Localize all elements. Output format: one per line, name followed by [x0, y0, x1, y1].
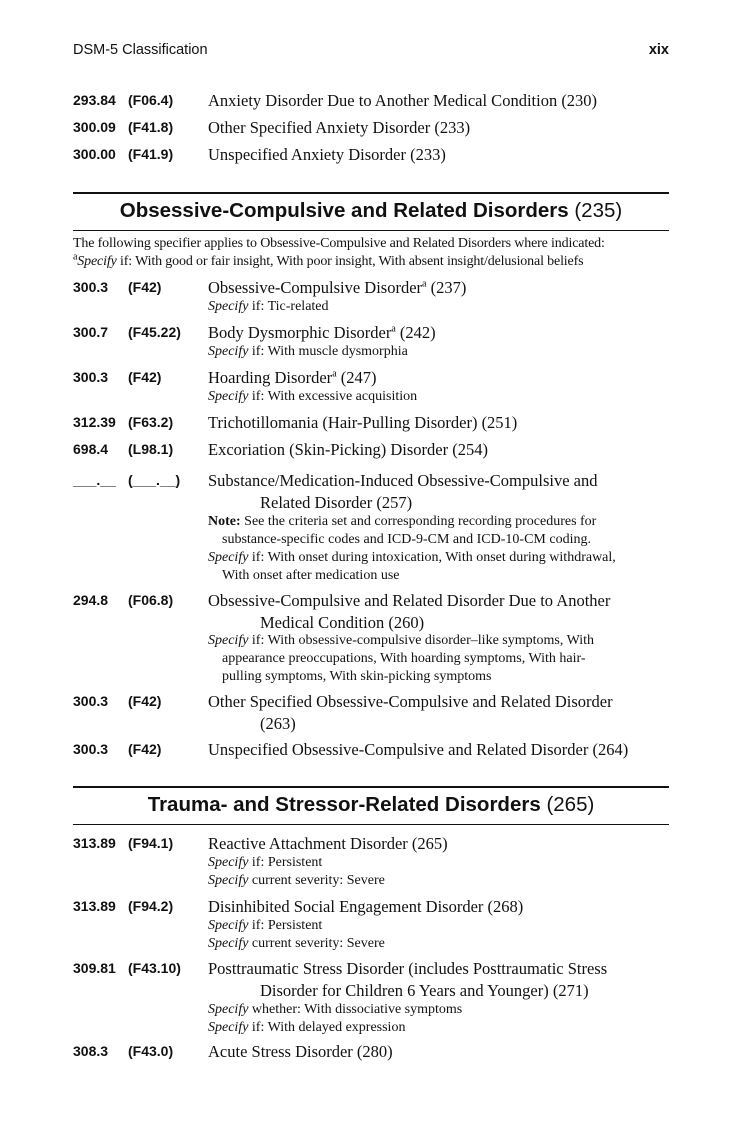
- icd10-code: (F42): [128, 279, 162, 295]
- icd9-code: 698.4: [73, 441, 109, 457]
- specifier-intro: [73, 235, 669, 271]
- icd10-code: (F41.8): [128, 119, 174, 135]
- page-number: xix: [648, 42, 669, 58]
- icd9-code: 312.39: [73, 414, 116, 430]
- icd9-code: 300.3: [73, 741, 109, 757]
- icd9-code: 300.3: [73, 369, 109, 385]
- section-rule-top: [73, 192, 669, 194]
- icd10-code: (F41.9): [128, 146, 174, 162]
- section-rule-top: [73, 786, 669, 788]
- specify-keyword: Specify: [208, 873, 249, 888]
- section-rule-bottom: [73, 230, 669, 231]
- specifier-text: pulling symptoms, With skin-picking symptoms: [222, 669, 492, 684]
- disorder-title: Reactive Attachment Disorder (265): [208, 834, 448, 853]
- icd9-code: 308.3: [73, 1043, 109, 1059]
- section-heading-page: (265): [546, 793, 595, 816]
- disorder-title: Acute Stress Disorder (280): [208, 1042, 393, 1061]
- icd10-code: (F06.4): [128, 92, 174, 108]
- specifier-text: if: With muscle dysmorphia: [248, 344, 408, 359]
- note-text: substance-specific codes and ICD-9-CM and ICD-10-CM coding.: [222, 532, 591, 547]
- icd9-code: 300.09: [73, 119, 116, 135]
- footnote-marker: a: [73, 251, 78, 263]
- specify-keyword: Specify: [208, 299, 249, 314]
- running-header: [73, 42, 669, 62]
- specifier: [208, 343, 669, 361]
- note: [208, 513, 669, 549]
- icd10-code: (F94.1): [128, 835, 174, 851]
- icd9-code: 300.7: [73, 324, 109, 340]
- specifier-text: current severity: Severe: [248, 936, 385, 951]
- disorder-name: Body Dysmorphic Disorder: [208, 323, 392, 342]
- specifier: [208, 632, 669, 686]
- icd9-code: 313.89: [73, 898, 116, 914]
- section-heading-page: (235): [574, 199, 623, 222]
- specifier-text: if: Persistent: [248, 855, 323, 870]
- disorder-title-line: Related Disorder (257): [260, 493, 413, 512]
- icd9-code: 293.84: [73, 92, 116, 108]
- disorder-title: Excoriation (Skin-Picking) Disorder (254): [208, 440, 488, 459]
- specifier-text: appearance preoccupations, With hoarding symptoms, With hair-: [222, 651, 586, 666]
- icd10-code: (F94.2): [128, 898, 174, 914]
- specifier-text: if: Persistent: [248, 918, 323, 933]
- disorder-title-line: Disorder for Children 6 Years and Younger) (271): [260, 981, 589, 1000]
- book-page: [73, 0, 669, 1124]
- icd10-code: (F42): [128, 741, 162, 757]
- specifier-intro-line: The following specifier applies to Obsessive-Compulsive and Related Disorders where indicated:: [73, 236, 605, 251]
- specifier-text: whether: With dissociative symptoms: [248, 1002, 463, 1017]
- section-heading: [73, 793, 669, 817]
- specifier-text: if: With delayed expression: [248, 1020, 406, 1035]
- disorder-title-line: Substance/Medication-Induced Obsessive-Compulsive and: [208, 471, 598, 490]
- specify-keyword: Specify: [208, 633, 249, 648]
- disorder-title: Other Specified Anxiety Disorder (233): [208, 118, 471, 137]
- icd9-code-blank: ___.__: [73, 472, 116, 488]
- specifier-options: if: With good or fair insight, With poor insight, With absent insight/delusional beliefs: [116, 254, 584, 269]
- disorder-title: Trichotillomania (Hair-Pulling Disorder) (251): [208, 413, 518, 432]
- specifier: [208, 1001, 669, 1037]
- specifier: [208, 854, 669, 890]
- specify-keyword: Specify: [208, 936, 249, 951]
- specify-keyword: Specify: [208, 918, 249, 933]
- specify-keyword: Specify: [208, 550, 249, 565]
- specifier-text: With onset after medication use: [222, 568, 400, 583]
- specify-keyword: Specify: [208, 1020, 249, 1035]
- footnote-marker: a: [391, 323, 396, 335]
- specifier: [208, 549, 669, 585]
- icd10-code: (F43.10): [128, 960, 181, 976]
- disorder-title: [208, 367, 669, 389]
- note-keyword: Note:: [208, 514, 241, 529]
- page-ref: (247): [336, 368, 377, 387]
- specifier-text: current severity: Severe: [248, 873, 385, 888]
- specifier-text: if: Tic-related: [248, 299, 329, 314]
- disorder-title-line: Obsessive-Compulsive and Related Disorder Due to Another: [208, 591, 611, 610]
- icd9-code: 300.00: [73, 146, 116, 162]
- icd10-code: (L98.1): [128, 441, 174, 457]
- specifier-text: if: With excessive acquisition: [248, 389, 418, 404]
- specify-keyword: Specify: [77, 254, 117, 269]
- specify-keyword: Specify: [208, 389, 249, 404]
- disorder-name: Hoarding Disorder: [208, 368, 333, 387]
- disorder-title: [208, 322, 669, 344]
- specifier-text: if: With onset during intoxication, With onset during withdrawal,: [248, 550, 616, 565]
- icd10-code: (F45.22): [128, 324, 181, 340]
- disorder-title: Disinhibited Social Engagement Disorder (268): [208, 897, 524, 916]
- section-heading-text: Trauma- and Stressor-Related Disorders: [147, 793, 541, 816]
- disorder-title: Unspecified Obsessive-Compulsive and Related Disorder (264): [208, 740, 629, 759]
- footnote-marker: a: [332, 368, 337, 380]
- specifier: [208, 388, 669, 406]
- specifier-text: if: With obsessive-compulsive disorder–like symptoms, With: [248, 633, 595, 648]
- disorder-title: [208, 691, 669, 735]
- disorder-title-line: Posttraumatic Stress Disorder (includes Posttraumatic Stress: [208, 959, 608, 978]
- icd10-code: (F63.2): [128, 414, 174, 430]
- disorder-name: Obsessive-Compulsive Disorder: [208, 278, 423, 297]
- running-header-title: DSM-5 Classification: [73, 42, 208, 58]
- specifier: [208, 298, 669, 316]
- specify-keyword: Specify: [208, 1002, 249, 1017]
- disorder-title: [208, 590, 669, 634]
- section-heading: [73, 199, 669, 223]
- icd10-code: (F43.0): [128, 1043, 174, 1059]
- icd9-code: 313.89: [73, 835, 116, 851]
- disorder-title: [208, 470, 669, 514]
- page-ref: (242): [395, 323, 436, 342]
- disorder-title-line: Other Specified Obsessive-Compulsive and Related Disorder: [208, 692, 613, 711]
- icd9-code: 309.81: [73, 960, 116, 976]
- section-heading-text: Obsessive-Compulsive and Related Disorders: [119, 199, 569, 222]
- icd10-code-blank: (___.__): [128, 472, 181, 488]
- disorder-title-line: (263): [260, 714, 296, 733]
- specify-keyword: Specify: [208, 855, 249, 870]
- footnote-marker: a: [422, 278, 427, 290]
- specifier: [208, 917, 669, 953]
- icd10-code: (F06.8): [128, 592, 174, 608]
- note-text: See the criteria set and corresponding recording procedures for: [240, 514, 597, 529]
- disorder-title: [208, 958, 669, 1002]
- icd10-code: (F42): [128, 693, 162, 709]
- disorder-title: Unspecified Anxiety Disorder (233): [208, 145, 446, 164]
- disorder-title: [208, 277, 669, 299]
- disorder-title: Anxiety Disorder Due to Another Medical Condition (230): [208, 91, 598, 110]
- page-ref: (237): [426, 278, 467, 297]
- disorder-title-line: Medical Condition (260): [260, 613, 425, 632]
- specify-keyword: Specify: [208, 344, 249, 359]
- icd9-code: 300.3: [73, 693, 109, 709]
- icd10-code: (F42): [128, 369, 162, 385]
- icd9-code: 294.8: [73, 592, 109, 608]
- icd9-code: 300.3: [73, 279, 109, 295]
- section-rule-bottom: [73, 824, 669, 825]
